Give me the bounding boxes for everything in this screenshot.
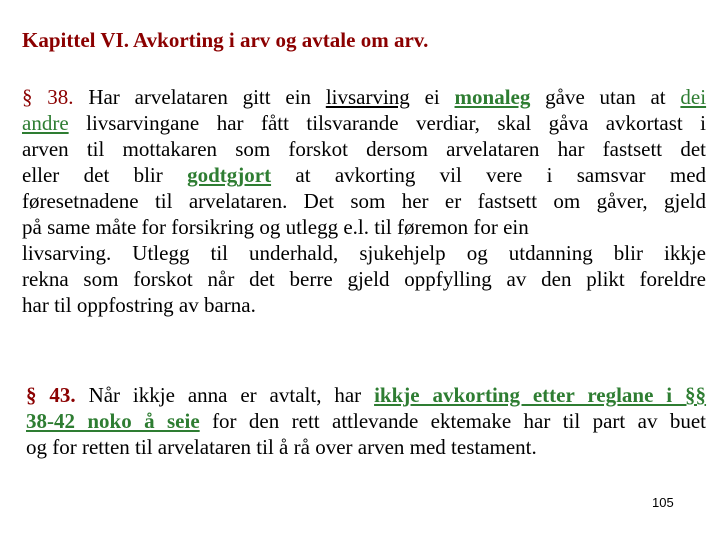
section-38-number: § 38.: [22, 85, 74, 109]
term-godtgjort: godtgjort: [187, 163, 272, 187]
p43-line-1: [26, 382, 706, 408]
p38-text: livsarvingane har fått tilsvarande verdiar, skal gåva avkortast i: [86, 111, 707, 135]
p38-line-4: [22, 162, 706, 188]
term-livsarving: livsarving: [325, 85, 410, 109]
p38-text: at avkorting vil vere i samsvar med: [295, 163, 707, 187]
p38-line-3: arven til mottakaren som forskot dersom arvelataren har fastsett det: [22, 137, 706, 161]
p38-line-1: [22, 84, 706, 110]
p43-text: for den rett attlevande ektemake har til part av buet: [212, 409, 707, 433]
p38-line-7: livsarving. Utlegg til underhald, sjukehjelp og utdanning blir ikkje: [22, 241, 706, 265]
highlight-avkorting-rule-cont: 38-42 noko å seie: [26, 409, 200, 433]
term-monaleg: monaleg: [454, 85, 531, 109]
p43-line-3: og for retten til arvelataren til å rå over arven med testament.: [26, 435, 537, 459]
highlight-avkorting-rule: ikkje avkorting etter reglane i §§: [374, 383, 707, 407]
p38-line-2: [22, 110, 706, 136]
p38-line-8: rekna som forskot når det berre gjeld oppfylling av den plikt foreldre: [22, 267, 706, 291]
p38-text: eller det blir: [22, 163, 163, 187]
term-andre: andre: [22, 111, 69, 135]
p38-text: ei: [424, 85, 440, 109]
term-dei: dei: [680, 85, 707, 109]
chapter-title: Kapittel VI. Avkorting i arv og avtale om arv.: [22, 28, 429, 52]
p38-text: gåve utan at: [545, 85, 666, 109]
page-number: 105: [652, 495, 674, 510]
p38-line-9: har til oppfostring av barna.: [22, 293, 256, 317]
p38-line-6: på same måte for forsikring og utlegg e.l. til føremon for ein: [22, 215, 529, 239]
p43-text: Når ikkje anna er avtalt, har: [88, 383, 362, 407]
p43-line-2: [26, 408, 706, 434]
section-43-paragraph: [26, 382, 706, 460]
p38-line-5: føresetnadene til arvelataren. Det som her er fastsett om gåver, gjeld: [22, 189, 706, 213]
section-38-paragraph: [22, 84, 706, 318]
section-43-number: § 43.: [26, 383, 76, 407]
p38-text: Har arvelataren gitt ein: [88, 85, 312, 109]
